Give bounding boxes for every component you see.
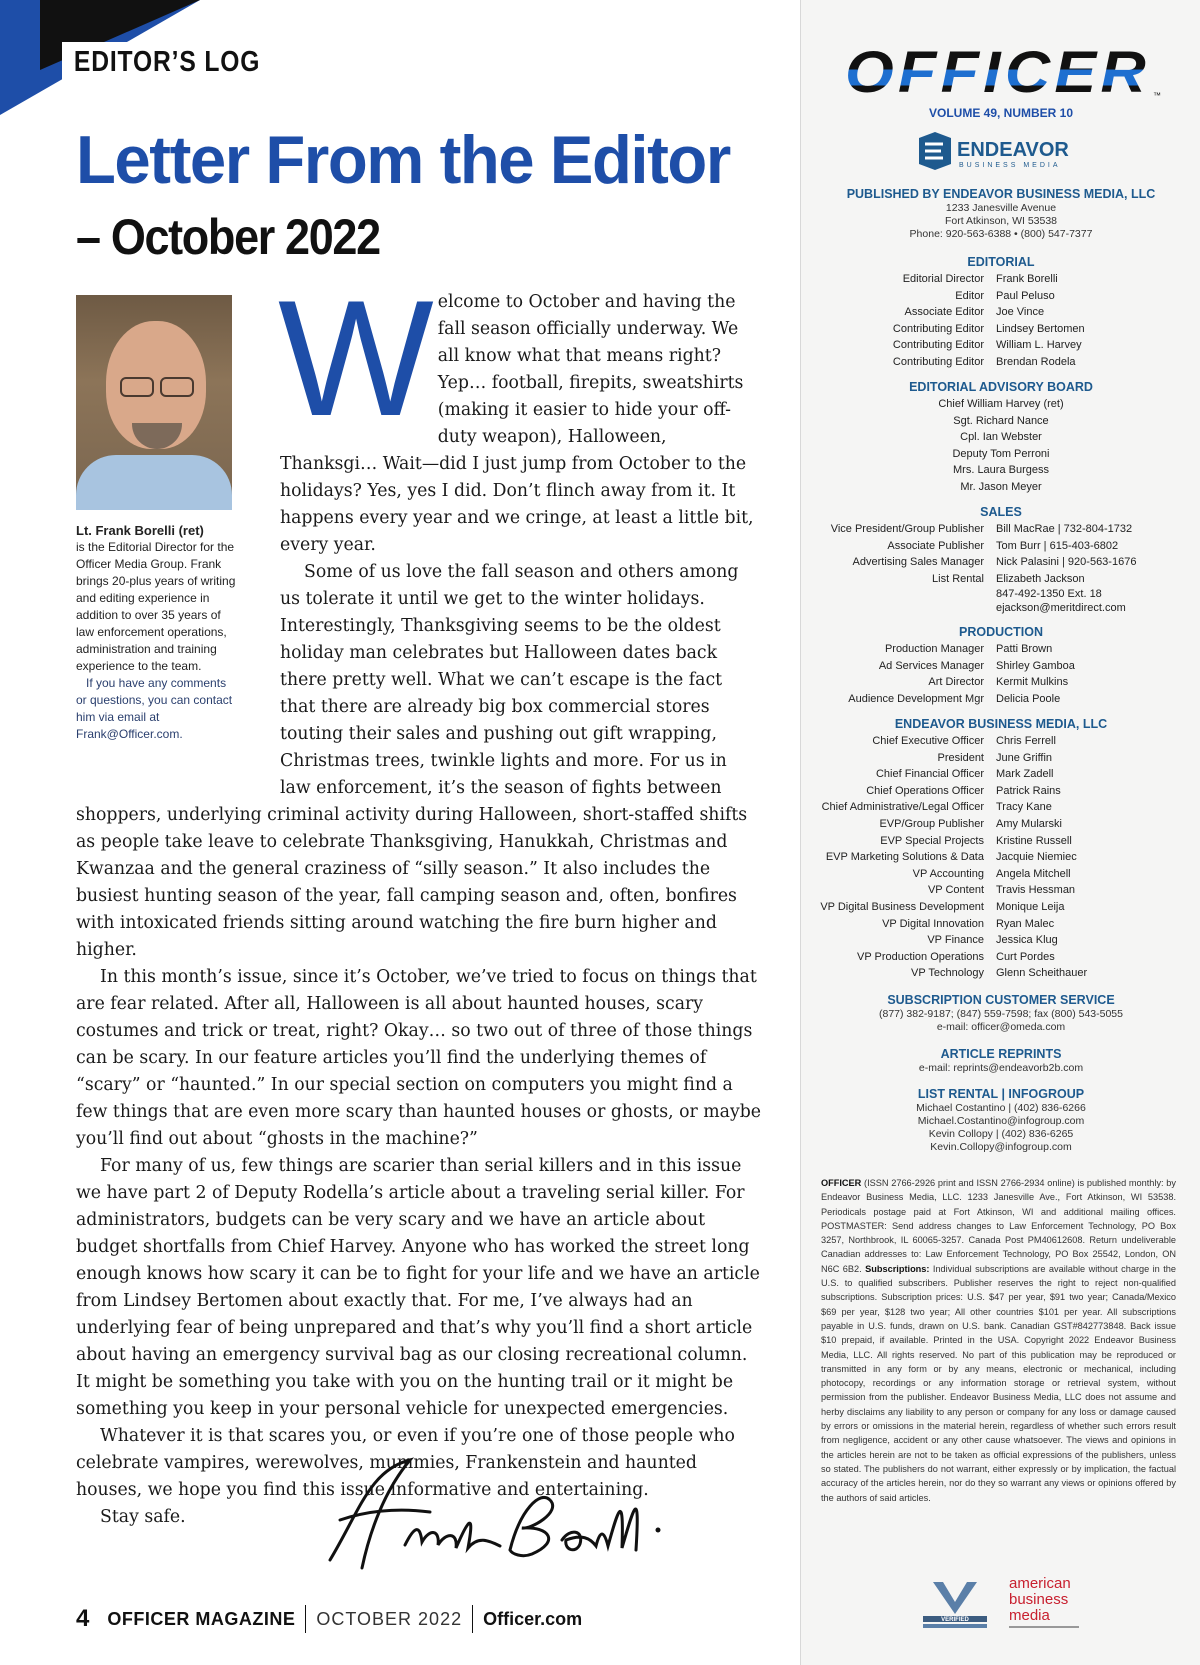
article-paragraph: For many of us, few things are scarier than serial killers and in this issue we have part 2 of Deputy Rodella’s article about a traveling serial killer. For administrators, budgets can be very scary and we have an article about budget shortfalls from Chief Harvey. Anyone who has worked the street long enough knows how scary it can be to fight for your life and we have an article from Lindsey Bertomen about exactly that. For me, I’ve always had an underlying fear of being unprepared and that’s why you’ll find a short article about having an emergency survival bag as our closing recreational column. It might be something you take with you on the hunting trail or it might be something you keep in your personal vehicle for unexpected emergencies. <box>76 1156 760 1419</box>
staff-role: VP Finance <box>927 934 984 947</box>
staff-role: Chief Operations Officer <box>866 784 984 797</box>
page-footer <box>76 1604 756 1634</box>
roster-row <box>801 899 1200 916</box>
staff-name: Tracy Kane <box>996 801 1052 814</box>
sales-heading: SALES <box>980 505 1022 519</box>
roster-row <box>801 949 1200 966</box>
advisory-member: Cpl. Ian Webster <box>960 431 1042 444</box>
staff-name: Kristine Russell <box>996 834 1072 847</box>
roster-row <box>801 554 1200 571</box>
list-rental-email-link[interactable]: Kevin.Collopy@infogroup.com <box>930 1141 1072 1153</box>
subscription-email-link[interactable]: e-mail: officer@omeda.com <box>936 1021 1066 1033</box>
roster-row <box>801 337 1200 354</box>
production-heading-block <box>801 624 1200 640</box>
staff-role <box>801 587 996 601</box>
verified-logo-text: VERIFIED <box>941 1617 969 1623</box>
endeavor-logo <box>915 130 1095 172</box>
editorial-heading-block <box>801 254 1200 270</box>
staff-role: Associate Editor <box>904 306 984 319</box>
roster-row <box>801 587 1200 601</box>
roster-row <box>801 674 1200 691</box>
staff-role: VP Content <box>927 884 984 897</box>
staff-role: Associate Publisher <box>887 539 984 552</box>
staff-name: Amy Mularski <box>996 817 1063 830</box>
staff-name: William L. Harvey <box>996 339 1082 352</box>
staff-name: Monique Leija <box>996 900 1065 913</box>
roster-row <box>801 783 1200 800</box>
american-business-media-logo <box>1005 1572 1089 1632</box>
subscription-phone: (877) 382-9187; (847) 559-7598; fax (800) 543-5055 <box>878 1008 1123 1020</box>
staff-role: Contributing Editor <box>892 322 984 335</box>
article-paragraph: Some of us love the fall season and others among us tolerate it until we get to the winter holidays. Interestingly, Thanksgiving seems to be the oldest holiday man celebrates but Halloween dates back there pretty well. What we can’t escape is the fact that there are already big box commercial stores touting their sales and pushing out gift wrapping, Christmas trees, twinkle lights and more. For us in law enforcement, it’s the season of fights between shoppers, underlying criminal activity during Halloween, short-staffed shifts as people take leave to celebrate Thanksgiving, Hanukkah, Christmas and Kwanzaa and the general craziness of “silly season.” It also includes the busiest hunting season of the year, fall camping season and, often, bonfires with intoxicated friends sitting around watching the fire burn higher and higher. <box>76 562 748 960</box>
roster-row <box>801 321 1200 338</box>
staff-name: Angela Mitchell <box>996 867 1071 880</box>
reprints-heading: ARTICLE REPRINTS <box>940 1047 1062 1061</box>
staff-role: Ad Services Manager <box>878 659 984 672</box>
staff-name: Nick Palasini | 920-563-1676 <box>996 556 1137 569</box>
list-rental-heading: LIST RENTAL | INFOGROUP <box>917 1087 1085 1101</box>
sales-roster <box>801 521 1200 615</box>
article-paragraph: elcome to October and having the fall season officially underway. We all know what that means right? Yep… football, firepits, sweatshirts (making it easier to hide your off-duty weapon), Halloween, Thanksgi… Wait—did I just jump from October to the holidays? Yes, yes I did. Don’t flinch away from it. It happens every year and we cringe, at least a little bit, every year. <box>280 292 754 555</box>
staff-role: Advertising Sales Manager <box>852 556 984 569</box>
staff-role: Editor <box>955 289 984 302</box>
sales-heading-block <box>801 504 1200 520</box>
photo-spacer <box>76 289 280 793</box>
staff-name: Tom Burr | 615-403-6802 <box>996 539 1119 552</box>
roster-row <box>801 750 1200 767</box>
production-heading: PRODUCTION <box>958 625 1044 639</box>
advisory-heading: EDITORIAL ADVISORY BOARD <box>909 380 1093 394</box>
page-title: Letter From the Editor <box>76 122 730 198</box>
author-contact: If you have any comments or questions, you can contact him via email at Frank@Officer.com. <box>76 676 233 741</box>
staff-name: Mark Zadell <box>996 768 1054 781</box>
staff-role <box>801 601 996 615</box>
roster-row <box>801 766 1200 783</box>
author-name: Lt. Frank Borelli (ret) <box>76 523 204 538</box>
staff-name: Kermit Mulkins <box>996 676 1069 689</box>
roster-row <box>801 833 1200 850</box>
staff-name: June Griffin <box>996 751 1053 764</box>
staff-role: List Rental <box>932 572 984 585</box>
abm-logo-word: business <box>1009 1591 1069 1608</box>
roster-row <box>801 916 1200 933</box>
staff-name: Lindsey Bertomen <box>996 322 1085 335</box>
staff-role: Contributing Editor <box>892 355 984 368</box>
staff-name: Delicia Poole <box>996 692 1061 705</box>
advisory-member: Sgt. Richard Nance <box>953 414 1049 427</box>
staff-name: Curt Pordes <box>996 950 1055 963</box>
roster-row <box>801 521 1200 538</box>
footer-divider <box>472 1605 473 1633</box>
staff-name: Joe Vince <box>996 306 1045 319</box>
advisory-member: Mr. Jason Meyer <box>960 480 1042 493</box>
svg-text:™: ™ <box>1153 91 1161 100</box>
editorial-roster <box>801 271 1200 371</box>
verified-audit-logo <box>919 1580 991 1630</box>
roster-row <box>801 816 1200 833</box>
list-rental-email-link[interactable]: Michael.Costantino@infogroup.com <box>917 1115 1085 1127</box>
advisory-heading-block <box>801 379 1200 395</box>
section-label: EDITOR’S LOG <box>62 42 272 83</box>
staff-role: Contributing Editor <box>892 339 984 352</box>
staff-name: Frank Borelli <box>996 273 1058 285</box>
staff-name: Shirley Gamboa <box>996 659 1075 672</box>
staff-name: Bill MacRae | 732-804-1732 <box>996 523 1133 535</box>
staff-role: Chief Financial Officer <box>875 768 984 781</box>
legal-subscriptions-label: Subscriptions: <box>865 1263 930 1274</box>
page-subtitle: – October 2022 <box>76 209 380 265</box>
endeavor-logo-subtext: BUSINESS MEDIA <box>959 162 1061 169</box>
page-number: 4 <box>76 1605 90 1632</box>
legal-text: (ISSN 2766-2926 print and ISSN 2766-2934 online) is published monthly: by Endeavor Business Media, LLC. 1233 Janesville Ave., Fort Atkinson, WI 53538. Periodicals postage paid at Fort Atkinson, WI and additional mailing offices. POSTMASTER: Send address changes to Law Enforcement Technology, PO Box 3257, Northbrook, IL 60065-3257. Canada Post PM40612608. Return undeliverable Canadian addresses to: Law Enforcement Technology, PO Box 25542, London, ON N6C 6B2. <box>821 1178 1176 1274</box>
abm-logo-word: american <box>1009 1575 1071 1592</box>
masthead-sidebar <box>800 0 1200 1665</box>
roster-row <box>801 304 1200 321</box>
volume-number: VOLUME 49, NUMBER 10 <box>928 106 1074 120</box>
roster-row <box>801 932 1200 949</box>
staff-role: VP Digital Business Development <box>820 900 984 913</box>
officer-logo-text: OFFICER <box>845 40 1150 104</box>
roster-row <box>801 641 1200 658</box>
production-roster <box>801 641 1200 707</box>
staff-role: EVP Special Projects <box>880 834 984 847</box>
footer-issue-date: OCTOBER 2022 <box>316 1608 463 1629</box>
footer-website-link[interactable]: Officer.com <box>483 1608 583 1629</box>
staff-role: VP Accounting <box>912 867 984 880</box>
roster-row <box>801 354 1200 371</box>
staff-email-link[interactable]: ejackson@meritdirect.com <box>996 602 1126 615</box>
article-body <box>76 266 762 1531</box>
legal-lead: OFFICER <box>821 1178 862 1188</box>
reprints-email-link[interactable]: e-mail: reprints@endeavorb2b.com <box>918 1062 1084 1074</box>
roster-row <box>801 691 1200 708</box>
author-bio-text: is the Editorial Director for the Officer Media Group. Frank brings 20-plus years of writing and editing experience in addition to over 35 years of law enforcement operations, administration and training experience to the team. <box>76 540 236 673</box>
roster-row <box>801 658 1200 675</box>
roster-row <box>801 882 1200 899</box>
staff-role: President <box>937 751 984 764</box>
article-paragraph: In this month’s issue, since it’s October, we’ve tried to focus on things that are fear related. After all, Halloween is all about haunted houses, scary costumes and trick or treat, right? Okay… so two out of three of those things can be scary. In our feature articles you’ll find the underlying themes of “scary” or “haunted.” In our special section on computers you might find a few things that are even more scary than haunted houses or ghosts, or maybe you’ll find out about “ghosts in the machine?” <box>76 967 762 1149</box>
publisher-block <box>801 186 1200 241</box>
staff-role: VP Technology <box>911 967 984 980</box>
staff-name: Brendan Rodela <box>996 355 1076 368</box>
drop-cap: W <box>278 266 428 450</box>
staff-name: Jacquie Niemiec <box>996 851 1077 864</box>
footer-divider <box>305 1605 306 1633</box>
advisory-member: Mrs. Laura Burgess <box>953 464 1049 477</box>
list-rental-block <box>801 1086 1200 1154</box>
reprints-block <box>801 1046 1200 1075</box>
roster-row <box>801 733 1200 750</box>
advisory-member: Chief William Harvey (ret) <box>938 398 1064 410</box>
roster-row <box>801 965 1200 982</box>
editor-signature <box>300 1450 700 1580</box>
staff-phone: 847-492-1350 Ext. 18 <box>996 588 1102 601</box>
staff-role: Production Manager <box>884 643 984 655</box>
subscription-heading: SUBSCRIPTION CUSTOMER SERVICE <box>887 993 1115 1007</box>
staff-name: Patrick Rains <box>996 784 1061 797</box>
staff-name: Ryan Malec <box>996 917 1055 930</box>
editorial-heading: EDITORIAL <box>967 255 1035 269</box>
staff-name: Chris Ferrell <box>996 735 1056 747</box>
officer-logo <box>841 40 1171 104</box>
staff-role: EVP/Group Publisher <box>879 817 984 830</box>
roster-row <box>801 849 1200 866</box>
staff-role: Art Director <box>928 676 984 689</box>
article-signoff: Stay safe. <box>100 1507 186 1527</box>
legal-text: Individual subscriptions are available without charge in the U.S. to qualified subscribers. Publisher reserves the right to reject non-qualified subscriptions. Subscription prices: U.S. $47 per year, $91 two year; Canada/Mexico $69 per year, $128 two year; All other countries $101 per year. All subscriptions payable in U.S. funds, drawn on U.S. bank. Canadian GST#842773848. Back issue $10 prepaid, if available. Printed in the USA. Copyright 2022 Endeavor Business Media, LLC. All rights reserved. No part of this publication may be reproduced or transmitted in any form or by any means, electronic or mechanical, including photocopy, recordings or any information storage or retrieval system, without permission from the publisher. Endeavor Business Media, LLC does not assume and herby disclaims any liability to any person or company for any loss or damage caused by errors or omissions in the material herein, regardless of whether such errors result from negligence, accident or any other cause whatsoever. The views and opinions in the articles herein are not to be taken as official expressions of the publishers, unless so stated. The publishers do not warrant, either expressly or by implication, the factual accuracy of the articles herein, nor do they so warrant any views or opinions offered by the authors of said articles. <box>821 1263 1176 1503</box>
advisory-list <box>801 396 1200 496</box>
ebm-heading: ENDEAVOR BUSINESS MEDIA, LLC <box>894 717 1108 731</box>
staff-role: Chief Executive Officer <box>872 735 984 747</box>
footer-magazine-name: OFFICER MAGAZINE <box>107 1608 296 1629</box>
advisory-member: Deputy Tom Perroni <box>952 447 1050 460</box>
staff-role: EVP Marketing Solutions & Data <box>825 851 984 864</box>
staff-name: Jessica Klug <box>996 934 1058 947</box>
legal-notice <box>821 1176 1176 1505</box>
ebm-roster <box>801 733 1200 982</box>
staff-role: VP Digital Innovation <box>882 917 984 930</box>
endeavor-logo-text: ENDEAVOR <box>957 139 1069 161</box>
staff-name: Glenn Scheithauer <box>996 967 1088 980</box>
staff-role: Vice President/Group Publisher <box>830 523 984 535</box>
article-paragraph: Whatever it is that scares you, or even if you’re one of those people who celebrate vampires, werewolves, mummies, Frankenstein and haunted houses, we hope you find this issue informative and entertaining. <box>76 1426 735 1500</box>
roster-row <box>801 271 1200 288</box>
roster-row <box>801 571 1200 588</box>
roster-row <box>801 799 1200 816</box>
roster-row <box>801 601 1200 615</box>
staff-name: Patti Brown <box>996 643 1053 655</box>
subscription-block <box>801 992 1200 1034</box>
staff-name: Elizabeth Jackson <box>996 572 1085 585</box>
staff-role: Editorial Director <box>902 273 984 285</box>
abm-logo-word: media <box>1009 1607 1050 1624</box>
publisher-heading: PUBLISHED BY ENDEAVOR BUSINESS MEDIA, LLC <box>846 187 1156 201</box>
staff-role: Audience Development Mgr <box>848 692 984 705</box>
publisher-address-line: 1233 Janesville Avenue <box>945 202 1057 214</box>
staff-role: VP Production Operations <box>857 950 984 963</box>
staff-name: Travis Hessman <box>996 884 1076 897</box>
staff-name: Paul Peluso <box>996 289 1055 302</box>
list-rental-contact: Michael Costantino | (402) 836-6266 <box>916 1102 1086 1114</box>
roster-row <box>801 538 1200 555</box>
publisher-phone: Phone: 920-563-6388 • (800) 547-7377 <box>909 228 1093 240</box>
roster-row <box>801 866 1200 883</box>
ebm-heading-block <box>801 716 1200 732</box>
list-rental-contact: Kevin Collopy | (402) 836-6265 <box>928 1128 1074 1140</box>
staff-role: Chief Administrative/Legal Officer <box>821 801 984 814</box>
roster-row <box>801 288 1200 305</box>
publisher-address-line: Fort Atkinson, WI 53538 <box>944 215 1058 227</box>
